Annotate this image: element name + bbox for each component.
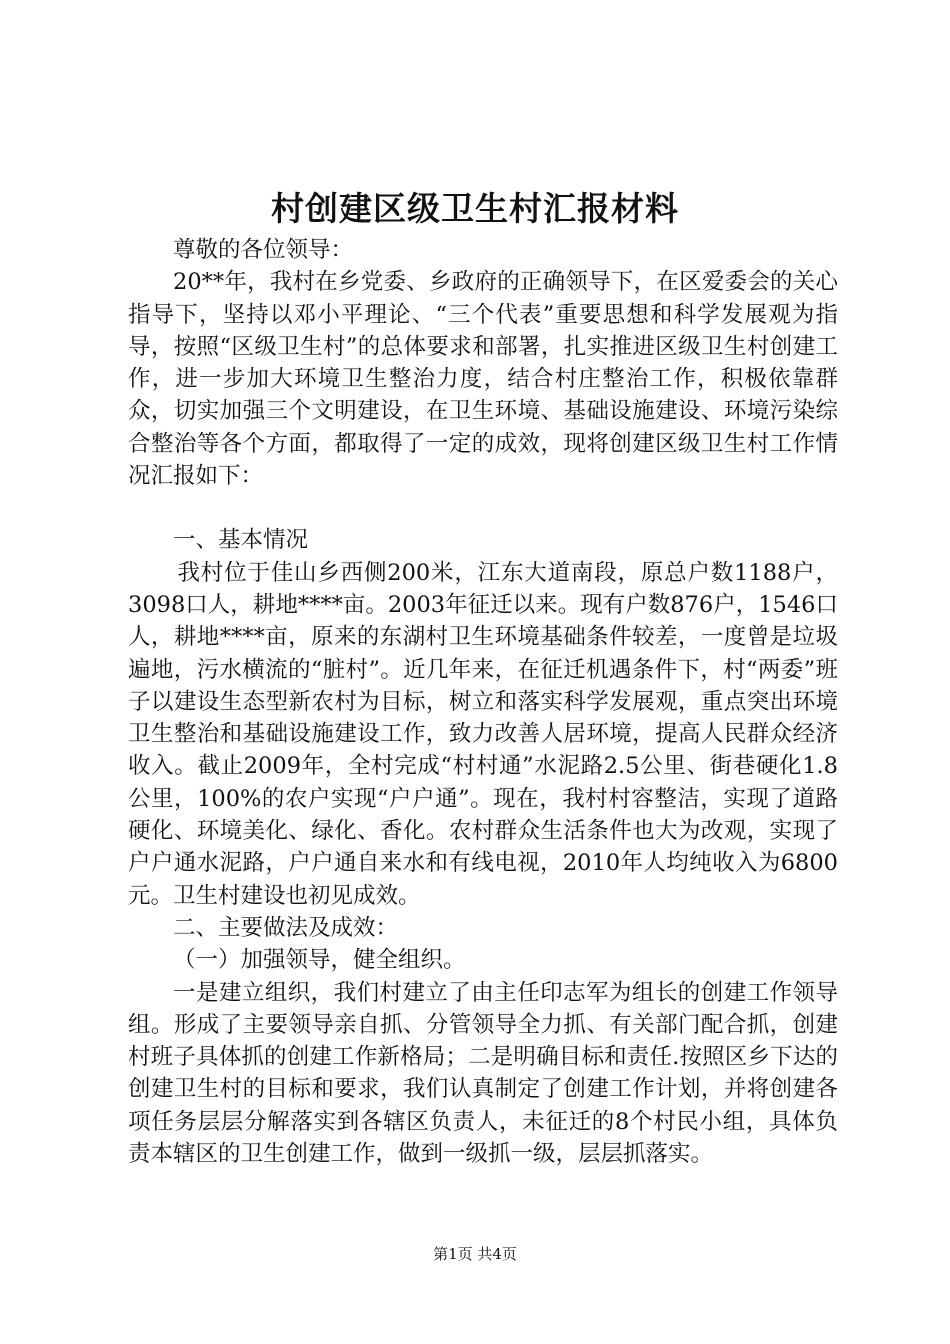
- document-body: [128, 234, 838, 1170]
- leadership-paragraph: 一是建立组织，我们村建立了由主任印志军为组长的创建工作领导组。形成了主要领导亲自抓、分管领导全力抓、有关部门配合抓，创建村班子具体抓的创建工作新格局；二是明确目标和责任.按照区乡下达的创建卫生村的目标和要求，我们认真制定了创建工作计划，并将创建各项任务层层分解落实到各辖区负责人，未征迁的8个村民小组，具体负责本辖区的卫生创建工作，做到一级抓一级，层层抓落实。: [128, 979, 838, 1168]
- section-heading-main-practices: 二、主要做法及成效：: [173, 914, 399, 941]
- paragraph-spacer: [128, 492, 838, 524]
- intro-paragraph: 20**年，我村在乡党委、乡政府的正确领导下，在区爱委会的关心指导下，坚持以邓小平理论、“三个代表”重要思想和科学发展观为指导，按照“区级卫生村”的总体要求和部署，扎实推进区级卫生村创建工作，进一步加大环境卫生整治力度，结合村庄整治工作，积极依靠群众，切实加强三个文明建设，在卫生环境、基础设施建设、环境污染综合整治等各个方面，都取得了一定的成效，现将创建区级卫生村工作情况汇报如下：: [128, 269, 838, 490]
- section-heading-basic-situation: 一、基本情况: [173, 527, 309, 554]
- document-title: 村创建区级卫生村汇报材料: [271, 189, 679, 228]
- basic-situation-paragraph: 我村位于佳山乡西侧200米，江东大道南段，原总户数1188户，3098口人，耕地****亩。2003年征迁以来。现有户数876户，1546口人，耕地****亩，原来的东湖村卫生环境基础条件较差，一度曾是垃圾遍地，污水横流的“脏村”。近几年来，在征迁机遇条件下，村“两委”班子以建设生态型新农村为目标，树立和落实科学发展观，重点突出环境卫生整治和基础设施建设工作，致力改善人居环境，提高人民群众经济收入。截止2009年，全村完成“村村通”水泥路2.5公里、街巷硬化1.8公里，100%的农户实现“户户通”。现在，我村村容整洁，实现了道路硬化、环境美化、绿化、香化。农村群众生活条件也大为改观，实现了户户通水泥路，户户通自来水和有线电视，2010年人均纯收入为6800元。卫生村建设也初见成效。: [128, 559, 838, 909]
- page-number-footer: 第1页 共4页: [433, 1245, 517, 1263]
- subsection-heading-leadership: （一）加强领导，健全组织。: [173, 947, 466, 974]
- salutation: 尊敬的各位领导：: [173, 237, 354, 263]
